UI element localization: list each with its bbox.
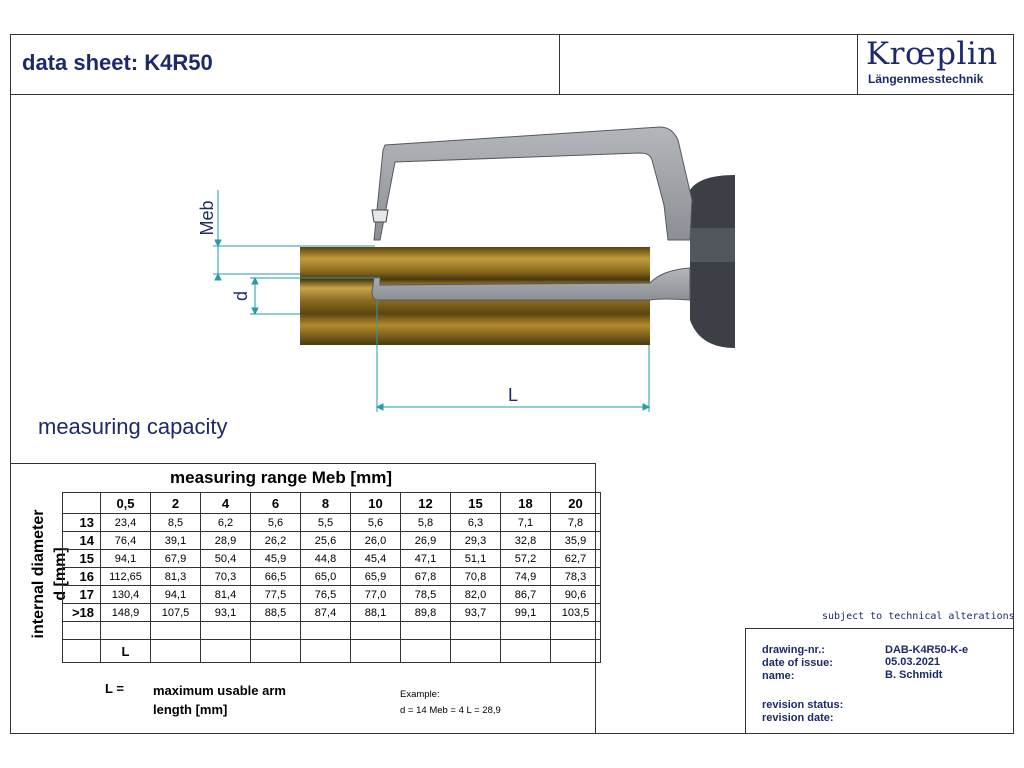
column-header: 18 [501,493,551,514]
header-divider [10,94,1014,95]
table-cell: 7,8 [551,514,601,532]
table-cell: 76,4 [101,532,151,550]
table-row [63,568,601,586]
revision-date-label: revision date: [762,712,834,724]
table-cell: 112,65 [101,568,151,586]
table-cell: 66,5 [251,568,301,586]
table-cell [351,640,401,663]
table-cell: 94,1 [151,586,201,604]
table-cell: 103,5 [551,604,601,622]
column-header: 4 [201,493,251,514]
date-value: 05.03.2021 [885,656,941,668]
legend-line-1: maximum usable arm [153,683,286,698]
table-cell [551,640,601,663]
column-header: 6 [251,493,301,514]
table-cell [351,622,401,640]
table-cell: 78,5 [401,586,451,604]
table-cell: 5,6 [251,514,301,532]
measuring-range-title: measuring range Meb [mm] [170,468,392,487]
table-cell: 45,9 [251,550,301,568]
row-header: 13 [63,514,101,532]
table-cell: 29,3 [451,532,501,550]
drawing-nr-label: drawing-nr.: [762,644,825,656]
table-cell: 88,1 [351,604,401,622]
header-separator-1 [559,34,560,94]
table-row [63,514,601,532]
table-cell [151,622,201,640]
table-cell: 26,2 [251,532,301,550]
table-cell [201,622,251,640]
row-header: 15 [63,550,101,568]
row-header: 16 [63,568,101,586]
table-cell: 5,6 [351,514,401,532]
table-cell: 23,4 [101,514,151,532]
table-cell [101,622,151,640]
table-row [63,640,601,663]
table-cell: 67,9 [151,550,201,568]
table-cell: 81,4 [201,586,251,604]
table-cell: 65,0 [301,568,351,586]
row-header [63,622,101,640]
table-cell: 87,4 [301,604,351,622]
table-cell: 74,9 [501,568,551,586]
example-text: d = 14 Meb = 4 L = 28,9 [400,705,501,716]
table-cell [401,640,451,663]
table-cell: 86,7 [501,586,551,604]
side-label-line2: d [mm] [52,547,69,601]
table-cell: 93,7 [451,604,501,622]
table-cell [451,622,501,640]
table-cell: 67,8 [401,568,451,586]
table-cell: 77,0 [351,586,401,604]
column-header: 0,5 [101,493,151,514]
table-cell: 94,1 [101,550,151,568]
drawing-nr-value: DAB-K4R50-K-e [885,644,969,656]
table-cell: 93,1 [201,604,251,622]
table-cell: 107,5 [151,604,201,622]
table-cell: 99,1 [501,604,551,622]
upper-arm [374,127,692,240]
table-cell: 7,1 [501,514,551,532]
column-header: 2 [151,493,201,514]
example-title: Example: [400,689,440,700]
name-label: name: [762,670,795,682]
legend-value [153,681,286,719]
table-cell: 32,8 [501,532,551,550]
table-cell: 88,5 [251,604,301,622]
l-label: L [507,385,519,405]
table-cell: 6,3 [451,514,501,532]
table-cell [451,640,501,663]
capacity-table [62,492,601,663]
table-cell: 8,5 [151,514,201,532]
table-cell: 82,0 [451,586,501,604]
legend-key: L = [105,681,124,696]
table-cell [201,640,251,663]
table-cell: 26,9 [401,532,451,550]
row-header: >18 [63,604,101,622]
table-row [63,532,601,550]
column-header: 15 [451,493,501,514]
table-cell [551,622,601,640]
name-value: B. Schmidt [885,669,943,681]
column-header: 8 [301,493,351,514]
section-title: measuring capacity [38,414,228,439]
table-row [63,622,601,640]
table-cell: 130,4 [101,586,151,604]
table-cell [501,640,551,663]
l-marker: L [101,640,151,663]
table-cell: 39,1 [151,532,201,550]
table-cell: 70,3 [201,568,251,586]
table-cell: 70,8 [451,568,501,586]
example [400,687,501,719]
table-cell: 90,6 [551,586,601,604]
table-cell: 89,8 [401,604,451,622]
revision-status-label: revision status: [762,699,844,711]
row-header: 17 [63,586,101,604]
table-cell: 62,7 [551,550,601,568]
meb-label: Meb [197,200,217,236]
header-separator-2 [857,34,858,94]
gauge-drawing [170,122,770,422]
table-cell: 65,9 [351,568,401,586]
d-label: d [231,290,251,302]
table-cell: 57,2 [501,550,551,568]
table-cell: 47,1 [401,550,451,568]
row-header: 14 [63,532,101,550]
brand-logo: Krœplin [866,36,998,72]
table-cell: 28,9 [201,532,251,550]
table-cell: 78,3 [551,568,601,586]
table-cell: 50,4 [201,550,251,568]
table-cell: 5,5 [301,514,351,532]
table-cell [251,640,301,663]
column-header: 20 [551,493,601,514]
table-row [63,586,601,604]
table-cell: 45,4 [351,550,401,568]
page-title: data sheet: K4R50 [22,50,213,75]
legend-line-2: length [mm] [153,702,228,717]
side-label [14,495,69,655]
table-header-row [63,493,601,514]
column-header: 10 [351,493,401,514]
table-cell: 44,8 [301,550,351,568]
date-label: date of issue: [762,657,833,669]
table-row [63,604,601,622]
technical-note: subject to technical alterations [822,611,1015,622]
table-cell: 26,0 [351,532,401,550]
table-cell [301,640,351,663]
column-header: 12 [401,493,451,514]
side-label-line1: internal diameter [30,509,47,639]
table-corner [63,493,101,514]
table-cell: 51,1 [451,550,501,568]
brand-subtitle: Längenmesstechnik [868,72,984,86]
table-row [63,550,601,568]
row-header [63,640,101,663]
table-cell [501,622,551,640]
table-cell [251,622,301,640]
table-cell: 25,6 [301,532,351,550]
table-cell: 6,2 [201,514,251,532]
table-cell: 148,9 [101,604,151,622]
table-cell: 77,5 [251,586,301,604]
table-cell: 81,3 [151,568,201,586]
table-cell: 35,9 [551,532,601,550]
table-cell: 5,8 [401,514,451,532]
table-cell: 76,5 [301,586,351,604]
table-cell [401,622,451,640]
table-cell [301,622,351,640]
table-cell [151,640,201,663]
